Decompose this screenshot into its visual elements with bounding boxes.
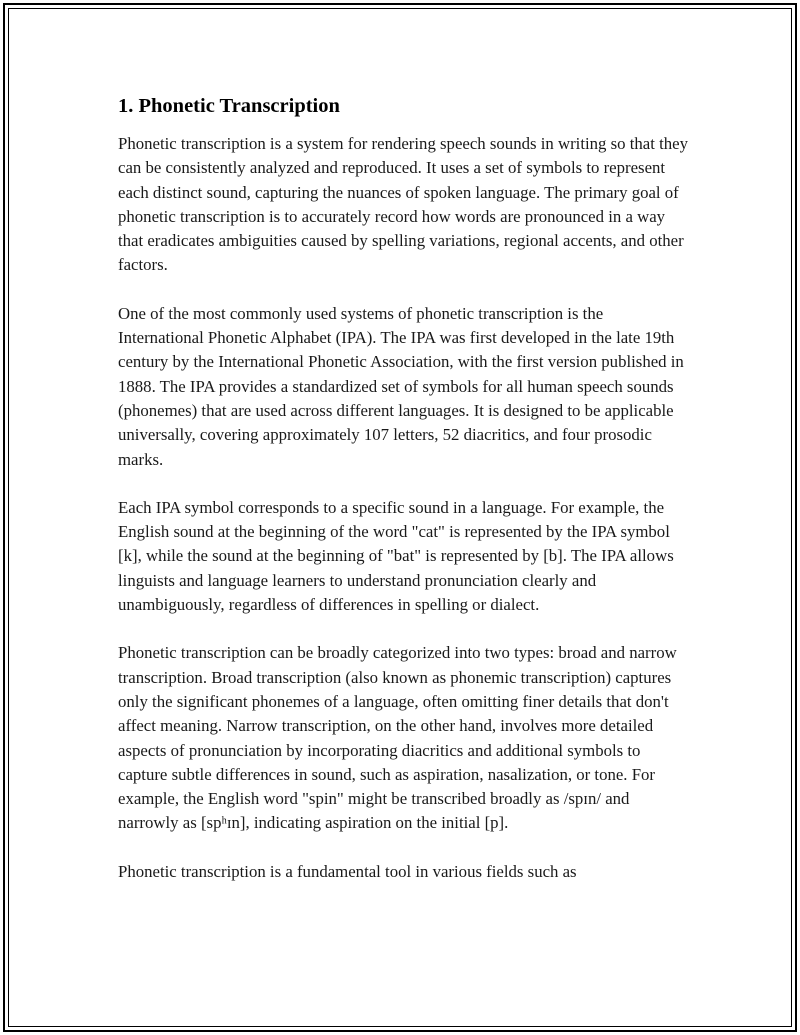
document-body: [118, 92, 688, 908]
paragraph-ipa-history: One of the most commonly used systems of phonetic transcription is the International Phonetic Alphabet (IPA). The IPA was first developed in the late 19th century by the International Phonetic Association, with the first version published in 1888. The IPA provides a standardized set of symbols for all human speech sounds (phonemes) that are used across different languages. It is designed to be applicable universally, covering approximately 107 letters, 52 diacritics, and four prosodic marks.: [118, 303, 684, 469]
paragraph-intro: Phonetic transcription is a system for rendering speech sounds in writing so that they can be consistently analyzed and reproduced. It uses a set of symbols to represent each distinct sound, capturing the nuances of spoken language. The primary goal of phonetic transcription is to accurately record how words are pronounced in a way that eradicates ambiguities caused by spelling variations, regional accents, and other factors.: [118, 134, 688, 275]
section-heading: 1. Phonetic Transcription: [118, 95, 340, 117]
paragraph-broad-narrow: Phonetic transcription can be broadly categorized into two types: broad and narrow transcription. Broad transcription (also known as phonemic transcription) captures only the significant phonemes of a language, often omitting finer details that don't affect meaning. Narrow transcription, on the other hand, involves more detailed aspects of pronunciation by incorporating diacritics and additional symbols to capture subtle differences in sound, such as aspiration, nasalization, or tone. For example, the English word "spin" might be transcribed broadly as /spɪn/ and narrowly as [spʰɪn], indicating aspiration on the initial [p].: [118, 643, 677, 833]
paragraph-fields: Phonetic transcription is a fundamental tool in various fields such as: [118, 861, 577, 881]
paragraph-ipa-symbols: Each IPA symbol corresponds to a specific sound in a language. For example, the English sound at the beginning of the word "cat" is represented by the IPA symbol [k], while the sound at the beginning of "bat" is represented by [b]. The IPA allows linguists and language learners to understand pronunciation clearly and unambiguously, regardless of differences in spelling or dialect.: [118, 497, 674, 615]
